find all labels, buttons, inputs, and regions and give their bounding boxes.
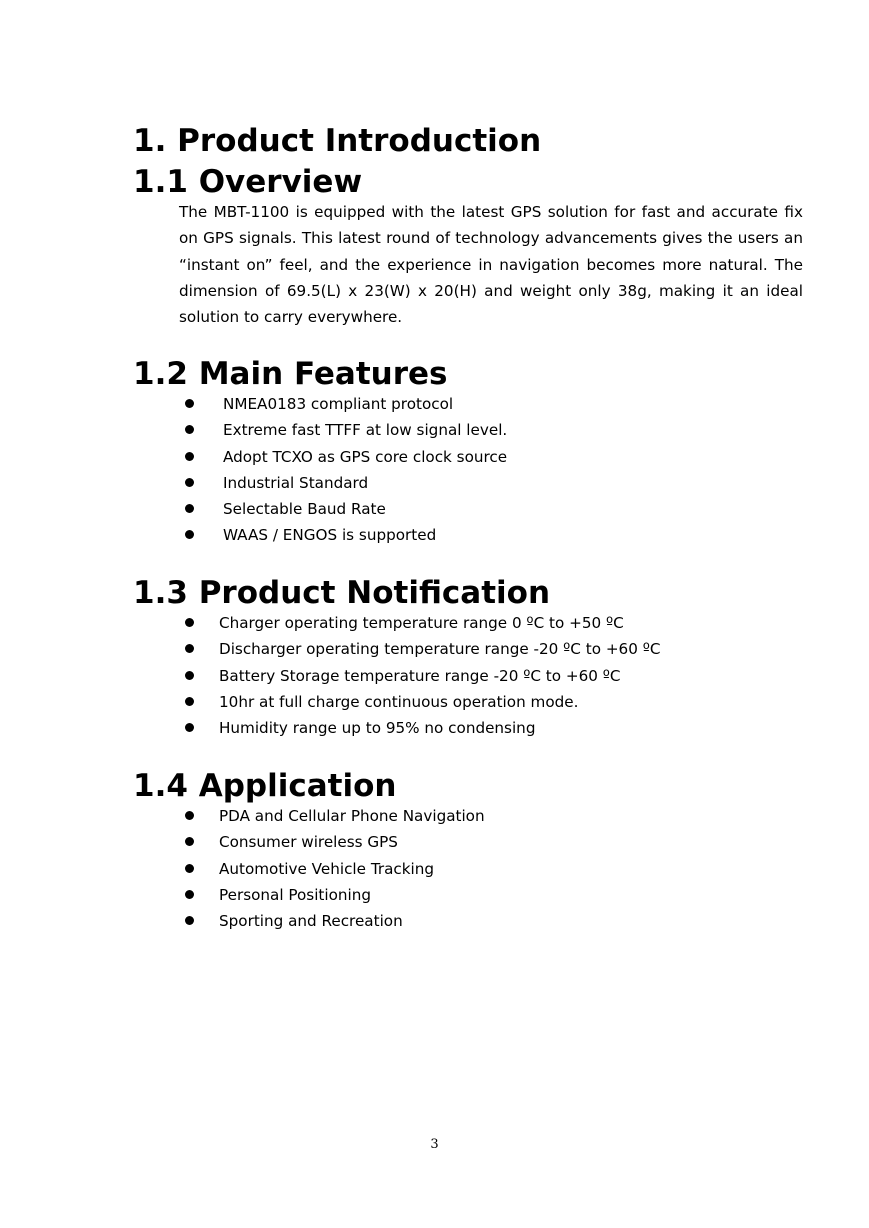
- list-item: [0, 882, 372, 908]
- list-item-text: Industrial Standard: [223, 473, 369, 492]
- list-item: [0, 417, 508, 443]
- list-item-text: Selectable Baud Rate: [223, 500, 386, 519]
- list-item-text: Adopt TCXO as GPS core clock source: [223, 447, 508, 466]
- bullet-icon: [185, 399, 194, 408]
- list-item: [0, 829, 398, 855]
- features-list: [0, 391, 508, 549]
- bullet-icon: [185, 864, 194, 873]
- bullet-icon: [185, 916, 194, 925]
- bullet-icon: [185, 478, 194, 487]
- list-item: [0, 444, 508, 470]
- list-item: [0, 636, 661, 662]
- notification-heading: 1.3 Product Notification: [133, 575, 551, 611]
- list-item: [0, 470, 369, 496]
- list-item-text: Charger operating temperature range 0 ºC to +50 ºC: [219, 614, 624, 632]
- bullet-icon: [185, 644, 194, 653]
- list-item-text: Consumer wireless GPS: [219, 833, 398, 852]
- bullet-icon: [185, 697, 194, 706]
- list-item-text: NMEA0183 compliant protocol: [223, 395, 454, 413]
- bullet-icon: [185, 723, 194, 732]
- bullet-icon: [185, 890, 194, 899]
- list-item-text: PDA and Cellular Phone Navigation: [219, 807, 485, 825]
- list-item: [0, 610, 624, 636]
- features-heading: 1.2 Main Features: [133, 356, 448, 392]
- bullet-icon: [185, 811, 194, 820]
- bullet-icon: [185, 618, 194, 627]
- list-item: [0, 522, 437, 548]
- list-item-text: Extreme fast TTFF at low signal level.: [223, 421, 508, 440]
- page-title: 1. Product Introduction: [133, 123, 542, 159]
- list-item: [0, 856, 435, 882]
- list-item-text: 10hr at full charge continuous operation mode.: [219, 692, 579, 711]
- list-item-text: Discharger operating temperature range -20 ºC to +60 ºC: [219, 640, 661, 659]
- list-item: [0, 663, 621, 689]
- list-item: [0, 803, 485, 829]
- list-item-text: Battery Storage temperature range -20 ºC to +60 ºC: [219, 666, 621, 685]
- bullet-icon: [185, 425, 194, 434]
- bullet-icon: [185, 671, 194, 680]
- list-item-text: Automotive Vehicle Tracking: [219, 859, 435, 878]
- list-item: [0, 496, 386, 522]
- list-item: [0, 908, 403, 934]
- bullet-icon: [185, 837, 194, 846]
- application-heading: 1.4 Application: [133, 768, 397, 804]
- application-list: [0, 803, 485, 934]
- bullet-icon: [185, 530, 194, 539]
- list-item: [0, 715, 536, 741]
- overview-heading: 1.1 Overview: [133, 164, 363, 200]
- list-item: [0, 689, 579, 715]
- bullet-icon: [185, 452, 194, 461]
- page-number: 3: [430, 1137, 439, 1152]
- notification-list: [0, 610, 661, 741]
- list-item-text: Personal Positioning: [219, 885, 372, 904]
- list-item-text: Sporting and Recreation: [219, 912, 403, 931]
- list-item-text: Humidity range up to 95% no condensing: [219, 719, 536, 738]
- list-item-text: WAAS / ENGOS is supported: [223, 526, 437, 545]
- bullet-icon: [185, 504, 194, 513]
- overview-paragraph: The MBT-1100 is equipped with the latest GPS solution for fast and accurate fix on GPS signals. This latest round of technology advancements gives the users an “instant on” feel, and the experience in navigation becomes more natural. The dimension of 69.5(L) x 23(W) x 20(H) and weight only 38g, making it an ideal solution to carry everywhere.: [179, 203, 803, 327]
- list-item: [0, 391, 454, 417]
